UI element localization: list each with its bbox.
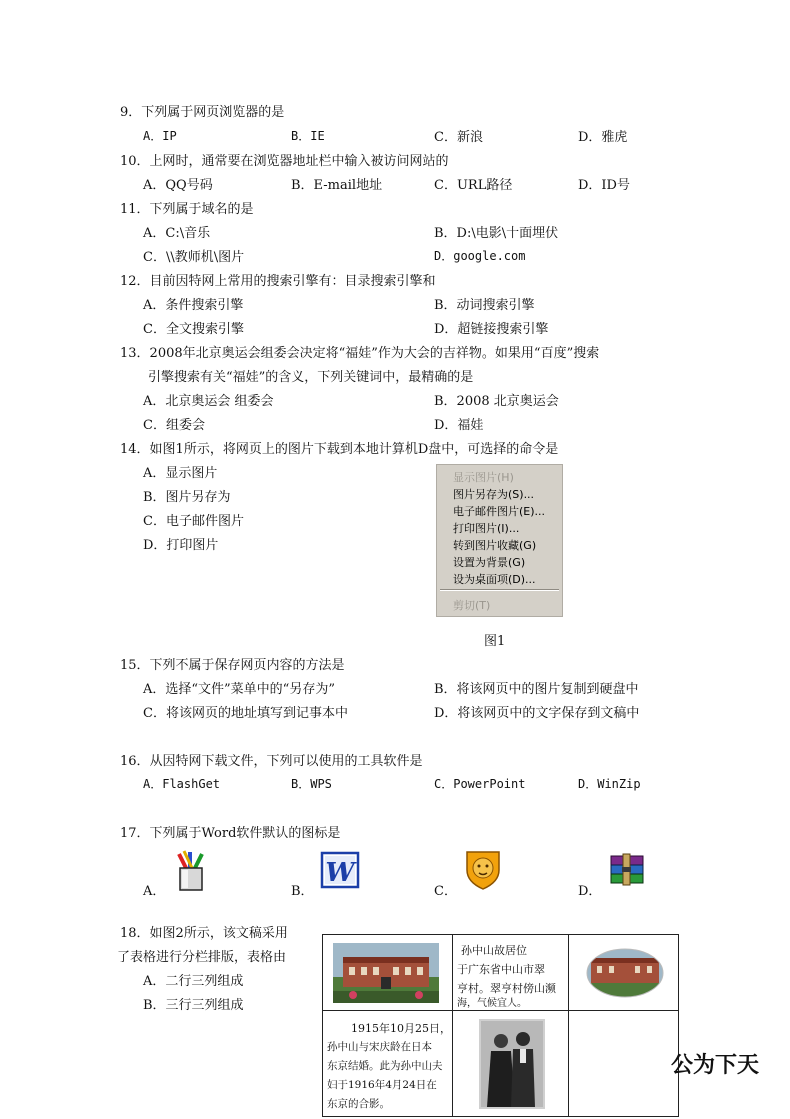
q18-option-b: B．三行三列组成 [143,998,244,1013]
q13-option-a: A．北京奥运会 组委会 [143,394,274,409]
question-13-stem-line1: 13．2008年北京奥运会组委会决定将“福娃”作为大会的吉祥物。如果用“百度”搜索 [120,346,600,361]
q13-option-b: B．2008 北京奥运会 [434,394,559,409]
q17-option-b-label: B． [291,884,314,899]
q10-option-a: A．QQ号码 [143,178,213,193]
menu-item-set-as-background: 设置为背景(G) [453,556,526,569]
menu-item-go-to-my-pictures: 转到图片收藏(G) [453,539,537,552]
menu-item-print-picture: 打印图片(I)... [453,522,520,535]
q12-option-c: C．全文搜索引擎 [143,322,244,337]
q12-option-d: D．超链接搜索引擎 [434,322,549,337]
menu-item-set-as-desktop-item: 设为桌面项(D)... [453,573,536,586]
residence-text-line3: 亨村。翠亨村傍山濒 [457,982,556,995]
q15-option-c: C．将该网页的地址填写到记事本中 [143,706,348,721]
question-16-stem: 16．从因特网下载文件，下列可以使用的工具软件是 [120,754,423,769]
q13-option-d: D．福娃 [434,418,484,433]
q14-option-d: D．打印图片 [143,538,219,553]
residence-oval-photo [585,947,665,999]
wedding-text-line2: 孙中山与宋庆龄在日本 [327,1041,432,1053]
q14-option-a: A．显示图片 [143,466,218,481]
q12-option-a: A．条件搜索引擎 [143,298,244,313]
q13-option-c: C．组委会 [143,418,205,433]
wedding-text-line3: 东京结婚。此为孙中山夫 [327,1060,443,1072]
lion-shield-icon [464,848,502,890]
q11-option-c: C．\\教师机\图片 [143,250,245,265]
menu-item-email-picture: 电子邮件图片(E)... [453,505,546,518]
q9-option-a: A．IP [143,129,177,143]
table-col-divider-1 [452,935,453,1116]
residence-text-line1: 孙中山故居位 [461,944,527,957]
wedding-text-line4: 妇于1916年4月24日在 [327,1079,437,1091]
q16-option-a: A．FlashGet [143,777,221,791]
layout-table-figure [322,934,760,1117]
q14-option-b: B．图片另存为 [143,490,231,505]
q9-option-b: B．IE [291,129,325,143]
q17-option-a-label: A． [143,884,166,899]
q11-option-b: B．D:\电影\十面埋伏 [434,226,559,241]
context-menu-figure [436,464,563,617]
q16-option-d: D．WinZip [578,777,641,791]
q15-option-d: D．将该网页中的文字保存到文稿中 [434,706,640,721]
q10-option-d: D．ID号 [578,178,630,193]
question-9-stem: 9．下列属于网页浏览器的是 [120,105,285,120]
q16-option-b: B．WPS [291,777,332,791]
q14-option-c: C．电子邮件图片 [143,514,244,529]
q15-option-a: A．选择“文件”菜单中的“另存为” [143,682,335,697]
q15-option-b: B．将该网页中的图片复制到硬盘中 [434,682,639,697]
q11-option-a: A．C:\音乐 [143,226,211,241]
q12-option-b: B．动词搜索引擎 [434,298,535,313]
wedding-text-line5: 东京的合影。 [327,1098,390,1110]
q11-option-d: D．google.com [434,249,526,263]
portrait-photo [479,1019,545,1109]
menu-item-save-picture-as: 图片另存为(S)... [453,488,535,501]
q18-option-a: A．二行三列组成 [143,974,244,989]
menu-separator [440,589,559,591]
calligraphy-text: 天下为公 [671,1052,760,1078]
question-11-stem: 11．下列属于域名的是 [120,202,254,217]
residence-text-line2: 于广东省中山市翠 [457,963,545,976]
q9-option-c: C．新浪 [434,130,483,145]
menu-item-cut: 剪切(T) [453,599,491,612]
question-18-stem-line1: 18．如图2所示，该文稿采用 [120,926,288,941]
q17-option-c-label: C． [434,884,457,899]
q10-option-b: B．E-mail地址 [291,178,383,193]
table-row-divider [323,1010,678,1011]
figure-1-caption: 图1 [484,634,506,649]
question-18-stem-line2: 了表格进行分栏排版，表格由 [117,950,287,965]
q17-option-d-label: D． [578,884,602,899]
svg-text:W: W [325,858,355,888]
q10-option-c: C．URL路径 [434,178,513,193]
residence-photo [333,943,439,1003]
residence-text-line4: 海，气候宜人。 [457,998,527,1009]
winrar-icon [607,852,649,888]
question-14-stem: 14．如图1所示，将网页上的图片下载到本地计算机D盘中，可选择的命令是 [120,442,559,457]
q9-option-d: D．雅虎 [578,130,628,145]
word-icon [321,852,359,888]
question-12-stem: 12．目前因特网上常用的搜索引擎有：目录搜索引擎和 [120,274,436,289]
table-col-divider-2 [568,935,569,1116]
calligraphy-image [575,1045,760,1081]
menu-item-show-picture: 显示图片(H) [453,471,514,484]
q16-option-c: C．PowerPoint [434,777,526,791]
question-15-stem: 15．下列不属于保存网页内容的方法是 [120,658,345,673]
question-13-stem-line2: 引擎搜索有关“福娃”的含义，下列关键词中，最精确的是 [148,370,474,385]
question-17-stem: 17．下列属于Word软件默认的图标是 [120,826,341,841]
pen-holder-icon [170,850,210,892]
wedding-text-line1: 1915年10月25日， [351,1022,451,1035]
question-10-stem: 10．上网时，通常要在浏览器地址栏中输入被访问网站的 [120,154,449,169]
